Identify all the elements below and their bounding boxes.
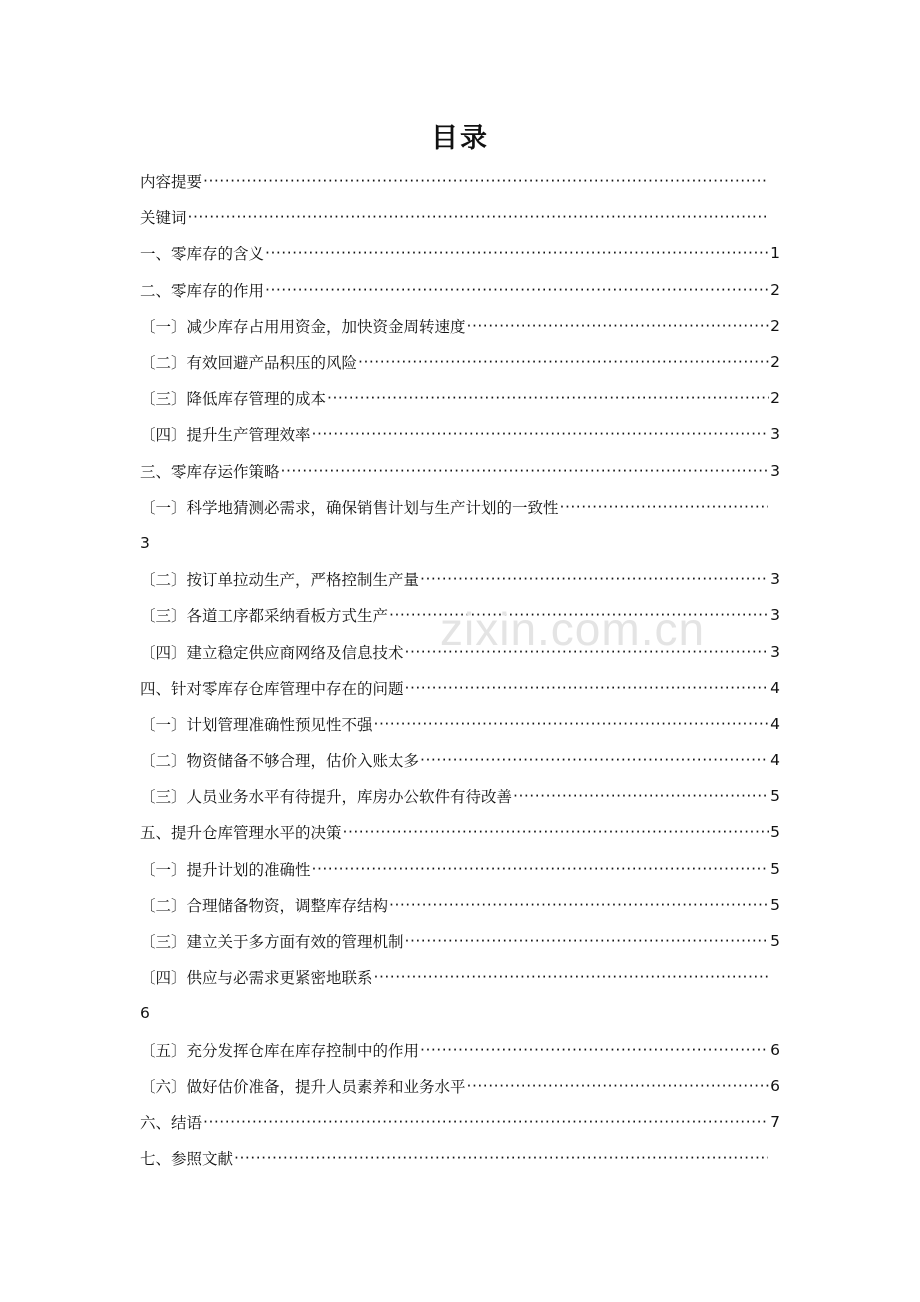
toc-entry-page: 5 — [770, 823, 780, 842]
toc-entry[interactable] — [140, 1140, 780, 1176]
toc-entry-page: 6 — [770, 1040, 780, 1059]
toc-title: 目录 — [431, 123, 489, 154]
toc-entry-page: 5 — [770, 932, 780, 951]
toc-entry[interactable] — [140, 561, 780, 597]
toc-leader-dots — [281, 462, 770, 480]
toc-entry[interactable] — [140, 1068, 780, 1104]
toc-entry-page: 3 — [770, 606, 780, 625]
toc-entry[interactable] — [140, 670, 780, 706]
toc-entry[interactable] — [140, 778, 780, 814]
toc-entry-page: 2 — [770, 389, 780, 408]
toc-entry-page: 6 — [770, 1076, 780, 1095]
toc-entry-label: 〔四〕建立稳定供应商网络及信息技术 — [140, 643, 404, 662]
toc-entry-page: 5 — [770, 787, 780, 806]
toc-leader-dots — [203, 1113, 769, 1131]
toc-entry-label: 〔二〕按订单拉动生产，严格控制生产量 — [140, 571, 420, 590]
toc-leader-dots — [374, 715, 770, 733]
toc-entry-label: 〔六〕做好估价准备，提升人员素养和业务水平 — [140, 1077, 466, 1096]
toc-leader-dots — [405, 932, 770, 950]
toc-entry[interactable] — [140, 272, 780, 308]
toc-entry[interactable] — [140, 380, 780, 416]
toc-entry-label: 〔三〕各道工序都采纳看板方式生产 — [140, 607, 389, 626]
toc-entry[interactable] — [140, 1104, 780, 1140]
toc-entry[interactable] — [140, 742, 780, 778]
toc-entry-page: 3 — [770, 425, 780, 444]
toc-leader-dots — [203, 172, 768, 190]
watermark: zixin.com.cn — [440, 603, 706, 655]
toc-entry-label: 〔四〕供应与必需求更紧密地联系 — [140, 969, 373, 988]
toc-leader-dots — [234, 1149, 768, 1167]
toc-entry[interactable] — [140, 199, 780, 235]
toc-leader-dots — [327, 389, 769, 407]
table-of-contents — [140, 163, 780, 1176]
toc-entry-label: 〔三〕建立关于多方面有效的管理机制 — [140, 933, 404, 952]
toc-entry-page: 3 — [770, 642, 780, 661]
toc-entry-label: 一、零库存的含义 — [140, 245, 265, 264]
toc-entry-label: 关键词 — [140, 209, 187, 228]
toc-entry[interactable] — [140, 923, 780, 959]
toc-entry-label: 〔一〕计划管理准确性预见性不强 — [140, 715, 373, 734]
toc-leader-dots — [343, 823, 770, 841]
toc-leader-dots — [312, 860, 770, 878]
toc-entry-page: 1 — [770, 244, 780, 263]
toc-entry-label: 〔二〕合理储备物资，调整库存结构 — [140, 896, 389, 915]
toc-leader-dots — [265, 244, 769, 262]
toc-entry-page: 2 — [770, 280, 780, 299]
toc-leader-dots — [420, 751, 769, 769]
toc-entry[interactable] — [140, 163, 780, 199]
toc-leader-dots — [420, 570, 769, 588]
toc-entry-label: 〔一〕科学地猜测必需求，确保销售计划与生产计划的一致性 — [140, 498, 559, 517]
toc-entry-page: 5 — [770, 895, 780, 914]
toc-entry-page: 7 — [770, 1112, 780, 1131]
toc-entry[interactable] — [140, 344, 780, 380]
toc-entry[interactable] — [140, 887, 780, 923]
toc-entry[interactable] — [140, 416, 780, 452]
toc-entry-label: 〔二〕物资储备不够合理，估价入账太多 — [140, 752, 420, 771]
toc-entry-page: 2 — [770, 353, 780, 372]
toc-entry-label: 三、零库存运作策略 — [140, 462, 280, 481]
toc-entry[interactable] — [140, 959, 780, 995]
toc-leader-dots — [312, 425, 770, 443]
toc-entry-label: 五、提升仓库管理水平的决策 — [140, 824, 342, 843]
toc-entry-label: 七、参照文献 — [140, 1150, 234, 1169]
toc-leader-dots — [420, 1041, 769, 1059]
toc-entry[interactable] — [140, 489, 780, 525]
toc-entry-label: 〔二〕有效回避产品积压的风险 — [140, 354, 358, 373]
toc-entry-page: 2 — [770, 316, 780, 335]
toc-entry[interactable] — [140, 235, 780, 271]
toc-entry-wrapped-page — [140, 995, 780, 1031]
toc-entry[interactable] — [140, 814, 780, 850]
toc-leader-dots — [560, 498, 768, 516]
toc-entry-label: 〔三〕人员业务水平有待提升，库房办公软件有待改善 — [140, 788, 513, 807]
toc-entry[interactable] — [140, 706, 780, 742]
toc-leader-dots — [513, 787, 769, 805]
toc-entry[interactable] — [140, 308, 780, 344]
toc-entry-page: 5 — [770, 859, 780, 878]
toc-leader-dots — [358, 353, 769, 371]
toc-entry-page: 4 — [770, 751, 780, 770]
toc-entry-label: 〔四〕提升生产管理效率 — [140, 426, 311, 445]
toc-entry-label: 六、结语 — [140, 1113, 203, 1132]
toc-entry-page: 6 — [140, 1004, 150, 1023]
toc-entry[interactable] — [140, 453, 780, 489]
toc-entry-label: 〔三〕降低库存管理的成本 — [140, 390, 327, 409]
toc-leader-dots — [405, 679, 770, 697]
toc-entry-page: 4 — [770, 714, 780, 733]
toc-leader-dots — [265, 281, 769, 299]
toc-entry-page: 4 — [770, 678, 780, 697]
toc-entry-label: 〔一〕提升计划的准确性 — [140, 860, 311, 879]
toc-leader-dots — [389, 896, 769, 914]
toc-entry-label: 二、零库存的作用 — [140, 281, 265, 300]
toc-entry[interactable] — [140, 851, 780, 887]
toc-entry-label: 〔五〕充分发挥仓库在库存控制中的作用 — [140, 1041, 420, 1060]
toc-entry-label: 〔一〕减少库存占用用资金，加快资金周转速度 — [140, 317, 466, 336]
toc-entry[interactable] — [140, 1032, 780, 1068]
toc-leader-dots — [467, 1077, 770, 1095]
toc-leader-dots — [374, 968, 768, 986]
toc-entry-label: 内容提要 — [140, 173, 203, 192]
toc-leader-dots — [188, 208, 768, 226]
toc-entry-page: 3 — [140, 533, 150, 552]
toc-entry-wrapped-page — [140, 525, 780, 561]
toc-entry-page: 3 — [770, 461, 780, 480]
toc-entry-label: 四、针对零库存仓库管理中存在的问题 — [140, 679, 404, 698]
toc-leader-dots — [467, 317, 770, 335]
toc-entry-page: 3 — [770, 570, 780, 589]
